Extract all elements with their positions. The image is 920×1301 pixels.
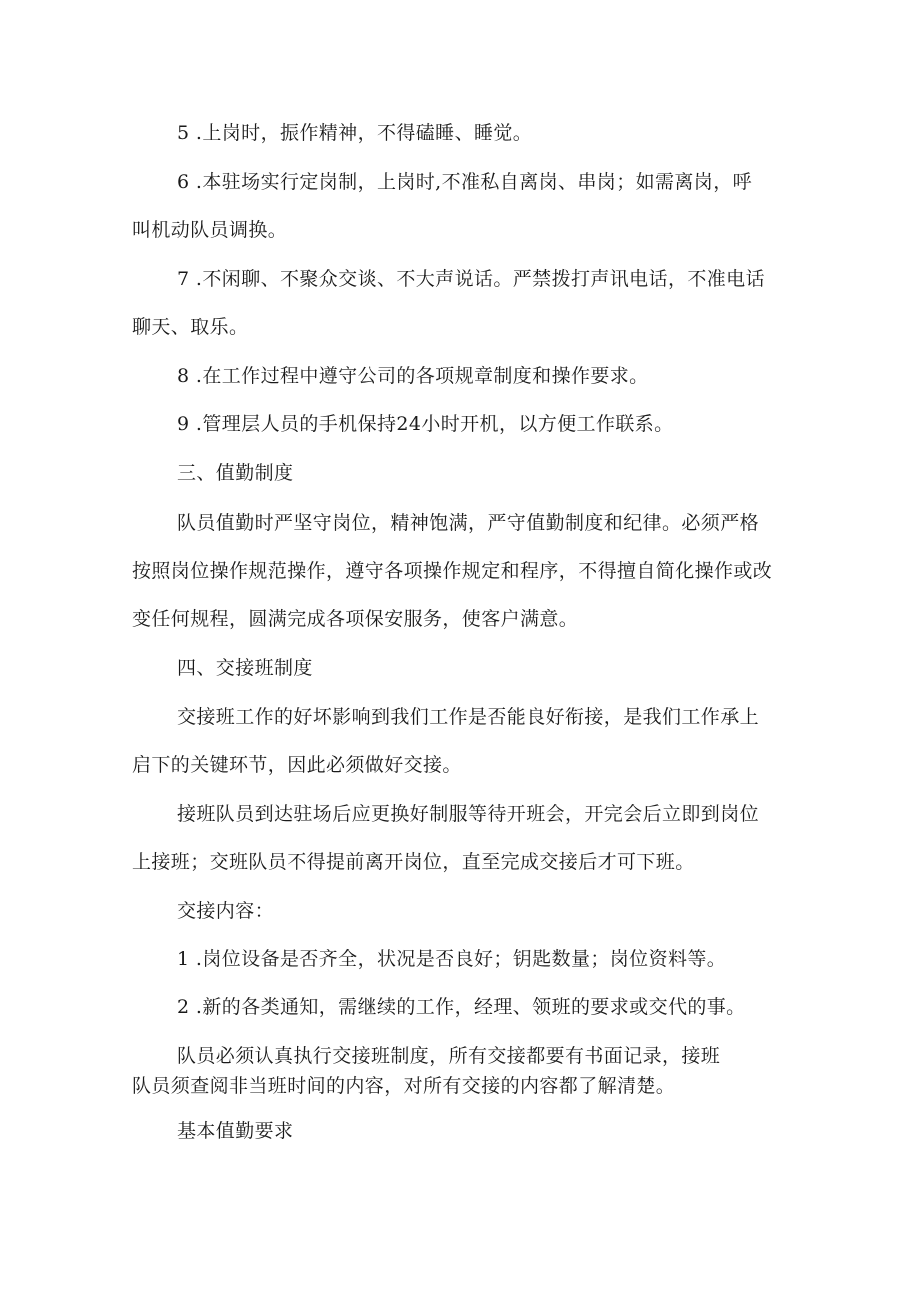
rule-5-line: 5 .上岗时，振作精神，不得磕睡、睡觉。: [177, 122, 533, 144]
rule-8-line: 8 .在工作过程中遵守公司的各项规章制度和操作要求。: [177, 365, 649, 387]
basic-duty-heading: 基本值勤要求: [177, 1120, 294, 1142]
section-3-heading: 三、值勤制度: [177, 462, 294, 484]
handover-paragraph-3-line-2: 队员须查阅非当班时间的内容，对所有交接的内容都了解清楚。: [132, 1075, 676, 1097]
handover-item-1: 1 .岗位设备是否齐全，状况是否良好；钥匙数量；岗位资料等。: [177, 948, 727, 970]
section-4-heading: 四、交接班制度: [177, 657, 313, 679]
rule-7-line-2: 聊天、取乐。: [132, 316, 249, 338]
duty-paragraph-line-3: 变任何规程，圆满完成各项保安服务，使客户满意。: [132, 608, 579, 630]
handover-paragraph-2-line-1: 接班队员到达驻场后应更换好制服等待开班会，开完会后立即到岗位: [177, 803, 760, 825]
rule-7-line-1: 7 .不闲聊、不聚众交谈、不大声说话。严禁拨打声讯电话，不准电话: [177, 268, 765, 290]
rule-9-line: 9 .管理层人员的手机保持24小时开机，以方便工作联系。: [177, 413, 674, 435]
duty-paragraph-line-2: 按照岗位操作规范操作，遵守各项操作规定和程序，不得擅自简化操作或改: [132, 560, 773, 582]
handover-paragraph-1-line-2: 启下的关键环节，因此必须做好交接。: [132, 754, 462, 776]
handover-paragraph-1-line-1: 交接班工作的好坏影响到我们工作是否能良好衔接，是我们工作承上: [177, 706, 760, 728]
handover-paragraph-2-line-2: 上接班；交班队员不得提前离开岗位，直至完成交接后才可下班。: [132, 851, 695, 873]
handover-item-2: 2 .新的各类通知，需继续的工作，经理、领班的要求或交代的事。: [177, 996, 746, 1018]
handover-content-label: 交接内容：: [177, 900, 275, 922]
rule-6-line-1: 6 .本驻场实行定岗制，上岗时,不准私自离岗、串岗；如需离岗，呼: [177, 171, 753, 193]
handover-paragraph-3-line-1: 队员必须认真执行交接班制度，所有交接都要有书面记录，接班: [177, 1045, 721, 1067]
duty-paragraph-line-1: 队员值勤时严坚守岗位，精神饱满，严守值勤制度和纪律。必须严格: [177, 512, 760, 534]
rule-6-line-2: 叫机动队员调换。: [132, 219, 288, 241]
